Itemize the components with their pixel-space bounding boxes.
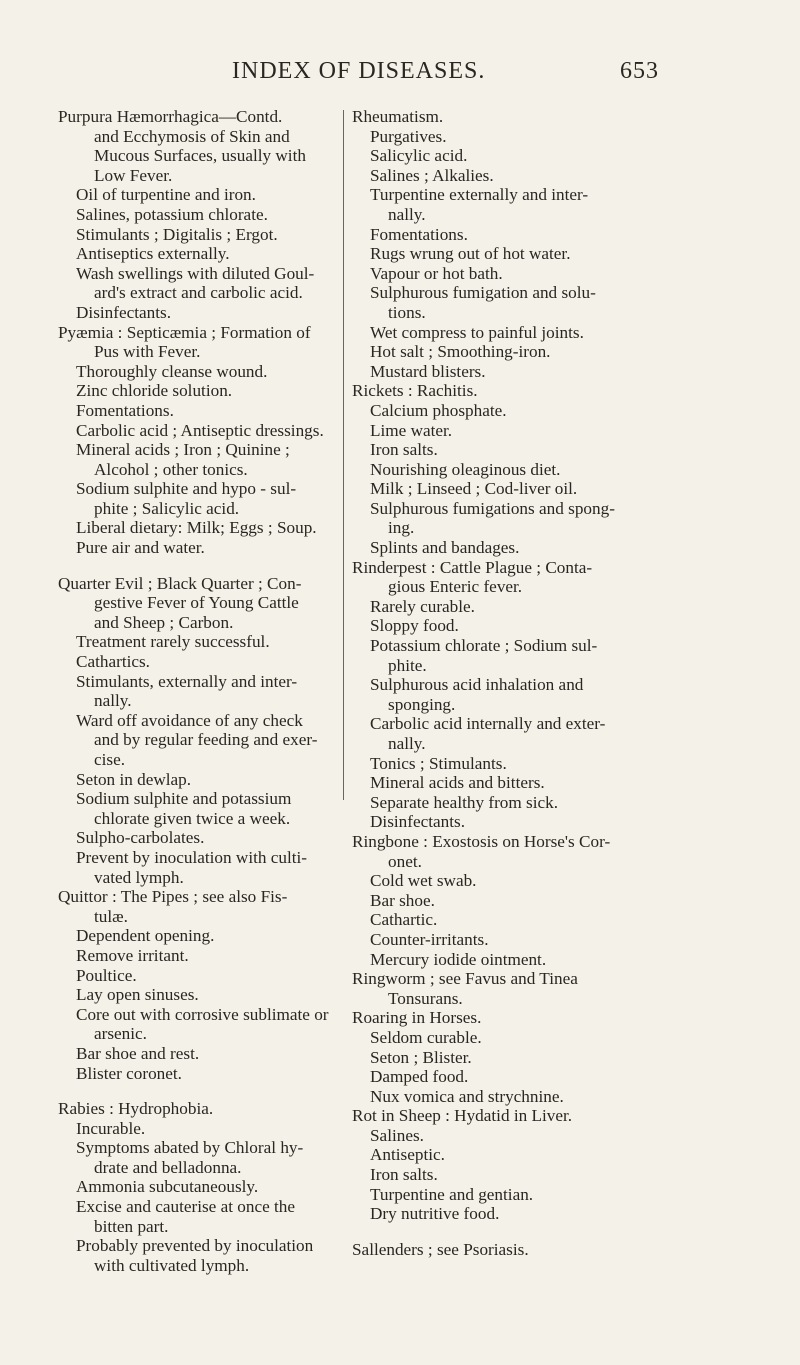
index-entry-treatment: Seton in dewlap. <box>76 769 192 789</box>
index-entry-continuation: sponging. <box>388 694 456 714</box>
entry-spacer <box>352 1224 630 1240</box>
index-entry-treatment: Thoroughly cleanse wound. <box>76 361 268 381</box>
running-title: INDEX OF DISEASES. <box>232 58 486 84</box>
index-entry-continuation: ard's extract and carbolic acid. <box>94 283 303 303</box>
index-entry-treatment: Nux vomica and strychnine. <box>370 1086 564 1106</box>
index-entry-treatment: Liberal dietary: Milk; Eggs ; Soup. <box>76 518 317 538</box>
index-entry-treatment: Salines ; Alkalies. <box>370 165 494 185</box>
index-entry-treatment: Sloppy food. <box>370 616 459 636</box>
page-header <box>0 58 800 88</box>
index-entry-treatment: Sodium sulphite and potassium <box>76 789 292 809</box>
index-entry-treatment: Iron salts. <box>370 1165 438 1185</box>
index-entry-heading: Rabies : Hydrophobia. <box>58 1099 214 1119</box>
index-entry-treatment: Blister coronet. <box>76 1063 182 1083</box>
index-entry-treatment: Mustard blisters. <box>370 361 486 381</box>
index-entry-continuation: and Ecchymosis of Skin and <box>94 126 290 146</box>
index-entry-continuation: phite ; Salicylic acid. <box>94 498 240 518</box>
index-entry-treatment: Milk ; Linseed ; Cod-liver oil. <box>370 479 578 499</box>
index-entry-continuation: Pus with Fever. <box>94 342 201 362</box>
index-entry-treatment: Fomentations. <box>76 400 174 420</box>
index-entry-continuation: with cultivated lymph. <box>94 1255 250 1275</box>
index-entry-continuation: chlorate given twice a week. <box>94 808 291 828</box>
index-entry-treatment: Counter-irritants. <box>370 929 489 949</box>
index-entry-continuation: Low Fever. <box>94 165 173 185</box>
index-entry-treatment: Incurable. <box>76 1118 146 1138</box>
index-entry-treatment: Cold wet swab. <box>370 871 477 891</box>
column-divider <box>343 110 344 800</box>
index-entry-continuation: arsenic. <box>94 1024 147 1044</box>
index-entry-heading: Pyæmia : Septicæmia ; Formation of <box>58 322 311 342</box>
index-entry-continuation: gious Enteric fever. <box>388 577 523 597</box>
right-column <box>352 107 630 1259</box>
index-entry-treatment: Core out with corrosive sublimate or <box>76 1004 329 1024</box>
index-entry-treatment: Disinfectants. <box>370 812 465 832</box>
entry-spacer <box>58 1083 334 1099</box>
index-entry-treatment: Separate healthy from sick. <box>370 792 559 812</box>
index-entry-continuation: phite. <box>388 655 427 675</box>
index-entry-heading: Ringworm ; see Favus and Tinea <box>352 969 578 989</box>
index-entry-treatment: Purgatives. <box>370 126 447 146</box>
index-entry-continuation: onet. <box>388 851 422 871</box>
index-entry-treatment: Dry nutritive food. <box>370 1204 500 1224</box>
index-entry-continuation: cise. <box>94 750 126 769</box>
index-entry-treatment: Antiseptic. <box>370 1145 445 1165</box>
index-entry-treatment: Sulphurous fumigation and solu- <box>370 283 596 303</box>
index-entry-treatment: Seldom curable. <box>370 1027 482 1047</box>
index-entry-treatment: Ammonia subcutaneously. <box>76 1177 259 1197</box>
index-entry-continuation: and Sheep ; Carbon. <box>94 612 234 632</box>
index-entry-heading: Rinderpest : Cattle Plague ; Conta- <box>352 557 593 577</box>
index-entry-treatment: Dependent opening. <box>76 926 215 946</box>
index-entry-treatment: Oil of turpentine and iron. <box>76 185 256 205</box>
index-entry-treatment: Mercury iodide ointment. <box>370 949 547 969</box>
index-entry-treatment: Sodium sulphite and hypo - sul- <box>76 479 297 499</box>
index-entry-continuation: Mucous Surfaces, usually with <box>94 146 306 166</box>
index-entry-continuation: gestive Fever of Young Cattle <box>94 593 299 613</box>
index-entry-treatment: Remove irritant. <box>76 945 189 965</box>
index-entry-treatment: Salines. <box>370 1125 424 1145</box>
index-entry-treatment: Turpentine externally and inter- <box>370 185 589 205</box>
index-entry-treatment: Wash swellings with diluted Goul- <box>76 263 315 283</box>
index-entry-continuation: tions. <box>388 302 426 322</box>
index-entry-treatment: Symptoms abated by Chloral hy- <box>76 1138 304 1158</box>
index-entry-treatment: Zinc chloride solution. <box>76 381 233 401</box>
index-entry-treatment: Nourishing oleaginous diet. <box>370 459 561 479</box>
entry-spacer <box>58 558 334 574</box>
index-entry-treatment: Damped food. <box>370 1067 469 1087</box>
index-entry-treatment: Excise and cauterise at once the <box>76 1197 296 1217</box>
index-entry-heading: Roaring in Horses. <box>352 1008 482 1028</box>
index-entry-continuation: nally. <box>388 734 426 753</box>
page-number: 653 <box>620 58 659 84</box>
index-entry-treatment: Calcium phosphate. <box>370 400 507 420</box>
index-entry-treatment: Fomentations. <box>370 224 468 244</box>
index-entry-continuation: drate and belladonna. <box>94 1157 242 1177</box>
index-entry-continuation: bitten part. <box>94 1216 169 1236</box>
index-entry-continuation: and by regular feeding and exer- <box>94 730 318 750</box>
index-entry-heading: Rheumatism. <box>352 107 444 126</box>
index-entry-treatment: Disinfectants. <box>76 302 171 322</box>
index-entry-treatment: Rarely curable. <box>370 596 475 616</box>
index-entry-treatment: Vapour or hot bath. <box>370 263 503 283</box>
index-entry-treatment: Mineral acids ; Iron ; Quinine ; <box>76 440 290 460</box>
index-entry-continuation: tulæ. <box>94 906 128 926</box>
index-entry-continuation: vated lymph. <box>94 867 184 887</box>
index-entry-treatment: Sulpho-carbolates. <box>76 828 205 848</box>
index-entry-treatment: Lime water. <box>370 420 453 440</box>
index-entry-continuation: nally. <box>388 204 426 224</box>
index-entry-treatment: Lay open sinuses. <box>76 985 199 1005</box>
index-entry-treatment: Pure air and water. <box>76 538 205 558</box>
index-entry-treatment: Rugs wrung out of hot water. <box>370 244 571 264</box>
index-entry-treatment: Seton ; Blister. <box>370 1047 472 1067</box>
index-entry-heading: Quittor : The Pipes ; see also Fis- <box>58 887 288 907</box>
index-entry-treatment: Mineral acids and bitters. <box>370 773 545 793</box>
index-entry-heading: Rickets : Rachitis. <box>352 381 478 401</box>
index-entry-treatment: Salicylic acid. <box>370 146 468 166</box>
index-entry-treatment: Splints and bandages. <box>370 538 520 558</box>
index-entry-heading: Sallenders ; see Psoriasis. <box>352 1239 529 1259</box>
index-entry-treatment: Tonics ; Stimulants. <box>370 753 507 773</box>
index-entry-treatment: Sulphurous fumigations and spong- <box>370 498 615 518</box>
index-entry-treatment: Hot salt ; Smoothing-iron. <box>370 342 551 362</box>
index-entry-treatment: Bar shoe and rest. <box>76 1043 200 1063</box>
index-entry-treatment: Antiseptics externally. <box>76 244 230 264</box>
index-entry-treatment: Iron salts. <box>370 440 438 460</box>
index-entry-heading: Ringbone : Exostosis on Horse's Cor- <box>352 831 611 851</box>
index-entry-treatment: Prevent by inoculation with culti- <box>76 847 308 867</box>
index-entry-treatment: Stimulants ; Digitalis ; Ergot. <box>76 224 278 244</box>
index-entry-heading: Rot in Sheep : Hydatid in Liver. <box>352 1106 573 1126</box>
index-entry-treatment: Probably prevented by inoculation <box>76 1236 314 1256</box>
index-entry-treatment: Poultice. <box>76 965 137 985</box>
index-entry-treatment: Carbolic acid internally and exter- <box>370 714 606 734</box>
index-entry-treatment: Ward off avoidance of any check <box>76 710 303 730</box>
index-entry-treatment: Salines, potassium chlorate. <box>76 204 268 224</box>
index-entry-treatment: Carbolic acid ; Antiseptic dressings. <box>76 420 324 440</box>
index-entry-treatment: Wet compress to painful joints. <box>370 322 584 342</box>
index-entry-treatment: Potassium chlorate ; Sodium sul- <box>370 636 598 656</box>
index-entry-continuation: Tonsurans. <box>388 988 463 1008</box>
index-entry-treatment: Stimulants, externally and inter- <box>76 671 298 691</box>
index-entry-continuation: ing. <box>388 518 415 538</box>
index-entry-continuation: nally. <box>94 691 132 711</box>
index-entry-treatment: Treatment rarely successful. <box>76 632 270 652</box>
index-entry-treatment: Turpentine and gentian. <box>370 1184 534 1204</box>
index-entry-heading: Quarter Evil ; Black Quarter ; Con- <box>58 573 302 593</box>
index-entry-treatment: Cathartics. <box>76 652 150 672</box>
index-entry-treatment: Cathartic. <box>370 910 438 930</box>
index-entry-treatment: Sulphurous acid inhalation and <box>370 675 584 695</box>
left-column <box>58 107 334 1275</box>
index-entry-treatment: Bar shoe. <box>370 890 435 910</box>
index-entry-heading: Purpura Hæmorrhagica—Contd. <box>58 107 283 126</box>
index-entry-continuation: Alcohol ; other tonics. <box>94 459 248 479</box>
